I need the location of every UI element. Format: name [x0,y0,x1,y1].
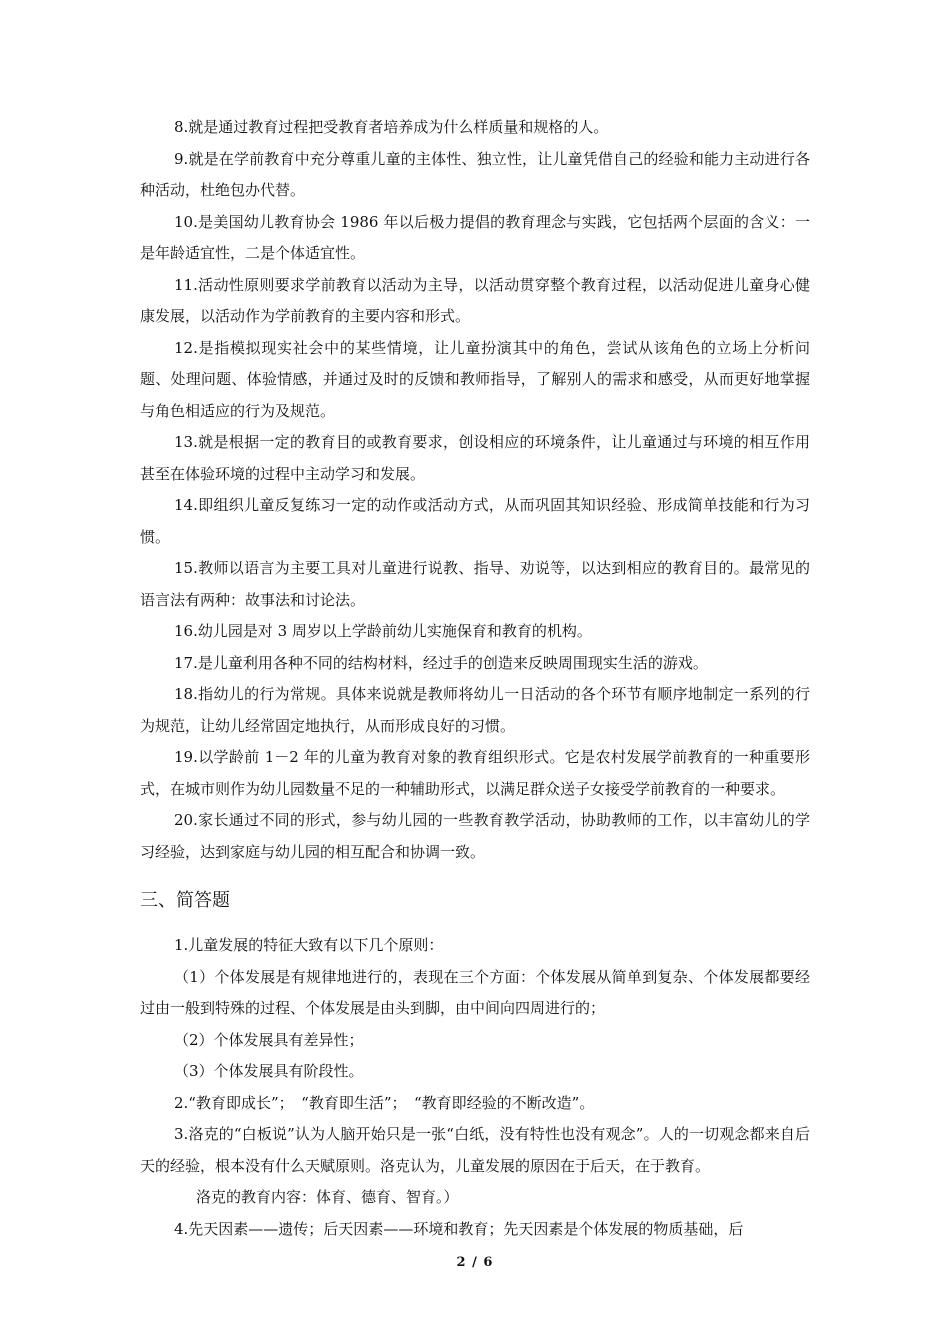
list-item: 10.是美国幼儿教育协会 1986 年以后极力提倡的教育理念与实践，它包括两个层面的含义：一是年龄适宜性，二是个体适宜性。 [140,212,810,262]
answer-paragraph: （2）个体发展具有差异性； [174,1030,364,1049]
list-item: 15.教师以语言为主要工具对儿童进行说教、指导、劝说等，以达到相应的教育目的。最常见的语言法有两种：故事法和讨论法。 [140,559,810,609]
answer-paragraph: 3.洛克的“白板说”认为人脑开始只是一张“白纸，没有特性也没有观念”。人的一切观念都来自后天的经验，根本没有什么天赋原则。洛克认为，儿童发展的原因在于后天，在于教育。 [140,1125,810,1175]
list-item: 13.就是根据一定的教育目的或教育要求，创设相应的环境条件，让儿童通过与环境的相互作用甚至在体验环境的过程中主动学习和发展。 [140,433,810,483]
list-item: 8.就是通过教育过程把受教育者培养成为什么样质量和规格的人。 [174,118,609,136]
answer-paragraph: 1.儿童发展的特征大致有以下几个原则： [174,936,444,954]
list-item: 17.是儿童利用各种不同的结构材料，经过手的创造来反映周围现实生活的游戏。 [174,653,708,672]
answer-paragraph: （1）个体发展是有规律地进行的，表现在三个方面：个体发展从简单到复杂、个体发展都要经过由一般到特殊的过程、个体发展是由头到脚，由中间向四周进行的； [140,967,810,1017]
list-item: 18.指幼儿的行为常规。具体来说就是教师将幼儿一日活动的各个环节有顺序地制定一系列的行为规范，让幼儿经常固定地执行，从而形成良好的习惯。 [140,685,810,735]
section-heading: 三、简答题 [140,890,230,911]
list-item: 12.是指模拟现实社会中的某些情境，让儿童扮演其中的角色，尝试从该角色的立场上分析问题、处理问题、体验情感，并通过及时的反馈和教师指导，了解别人的需求和感受，从而更好地掌握与角色相适应的行为及规范。 [140,338,810,420]
list-item: 14.即组织儿童反复练习一定的动作或活动方式，从而巩固其知识经验、形成简单技能和行为习惯。 [140,496,810,546]
answer-paragraph: 2.“教育即成长”； “教育即生活”； “教育即经验的不断改造”。 [174,1093,595,1112]
list-item: 16.幼儿园是对 3 周岁以上学龄前幼儿实施保育和教育的机构。 [174,622,592,640]
list-item: 20.家长通过不同的形式，参与幼儿园的一些教育教学活动，协助教师的工作，以丰富幼儿的学习经验，达到家庭与幼儿园的相互配合和协调一致。 [140,811,810,861]
list-item: 11.活动性原则要求学前教育以活动为主导，以活动贯穿整个教育过程，以活动促进儿童身心健康发展，以活动作为学前教育的主要内容和形式。 [140,275,810,325]
list-item: 19.以学龄前 1－2 年的儿童为教育对象的教育组织形式。它是农村发展学前教育的一种重要形式，在城市则作为幼儿园数量不足的一种辅助形式，以满足群众送子女接受学前教育的一种要求。 [140,748,810,798]
list-item: 9.就是在学前教育中充分尊重儿童的主体性、独立性，让儿童凭借自己的经验和能力主动进行各种活动，杜绝包办代替。 [140,149,810,199]
page-number: 2 / 6 [456,1255,494,1270]
answer-paragraph: 洛克的教育内容：体育、德育、智育。） [196,1188,459,1206]
answer-paragraph: （3）个体发展具有阶段性。 [174,1062,364,1080]
page-content [140,112,810,1245]
answer-paragraph: 4.先天因素——遗传；后天因素——环境和教育；先天因素是个体发展的物质基础，后 [174,1219,744,1238]
